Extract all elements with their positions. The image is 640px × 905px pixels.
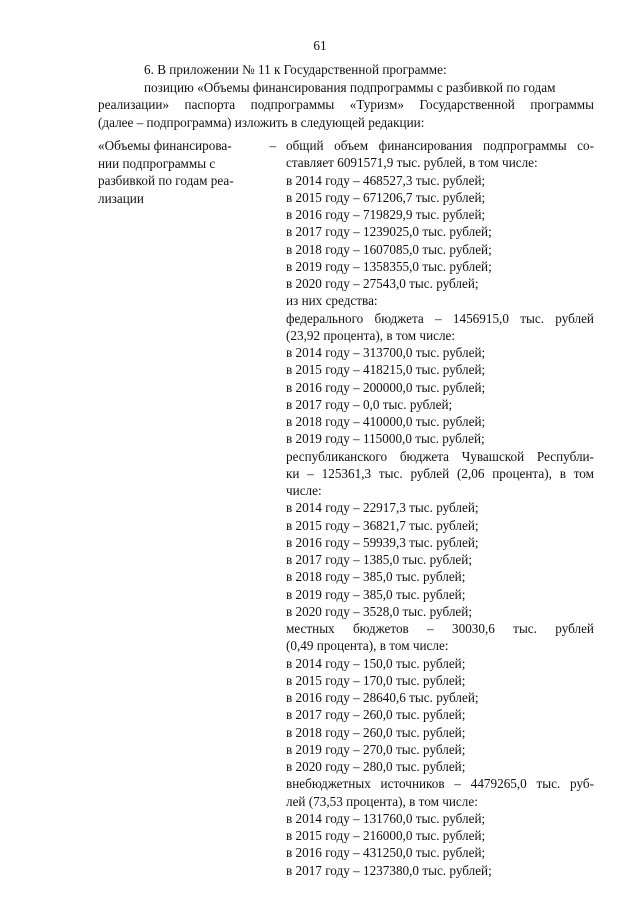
year-line: в 2017 году – 260,0 тыс. рублей; — [286, 707, 466, 723]
intro-line: (далее – подпрограмма) изложить в следующей редакции: — [98, 114, 425, 130]
year-line: в 2017 году – 1237380,0 тыс. рублей; — [286, 862, 492, 878]
year-line: в 2016 году – 200000,0 тыс. рублей; — [286, 379, 486, 395]
year-line: в 2015 году – 418215,0 тыс. рублей; — [286, 362, 486, 378]
year-line: в 2020 году – 27543,0 тыс. рублей; — [286, 276, 479, 291]
text-line: числе: — [286, 483, 322, 498]
intro-line: позицию «Объемы финансирования подпрограммы с разбивкой по годам — [144, 79, 556, 95]
label-text: «Объемы финансирова- — [98, 138, 232, 153]
page-number: 61 — [313, 38, 327, 53]
year-line: в 2016 году – 431250,0 тыс. рублей; — [286, 845, 486, 861]
text-line: внебюджетных источников – 4479265,0 тыс. руб- — [286, 776, 594, 792]
year-line: в 2015 году – 170,0 тыс. рублей; — [286, 672, 466, 688]
year-line: в 2014 году – 468527,3 тыс. рублей; — [286, 172, 486, 188]
year-line: в 2015 году – 216000,0 тыс. рублей; — [286, 828, 486, 843]
text-line: республиканского бюджета Чувашской Республи- — [286, 448, 594, 464]
text-line: федерального бюджета – 1456915,0 тыс. рублей — [286, 310, 594, 326]
financing-details-cell — [286, 137, 594, 879]
year-line: в 2017 году – 1239025,0 тыс. рублей; — [286, 224, 492, 240]
year-line: в 2017 году – 1385,0 тыс. рублей; — [286, 552, 472, 567]
label-line — [98, 137, 276, 155]
text-line: из них средства: — [286, 293, 378, 309]
text-line: общий объем финансирования подпрограммы со- — [286, 138, 594, 153]
year-line: в 2014 году – 22917,3 тыс. рублей; — [286, 500, 479, 516]
year-line: в 2014 году – 131760,0 тыс. рублей; — [286, 810, 486, 826]
year-line: в 2018 году – 260,0 тыс. рублей; — [286, 724, 466, 740]
label-dash: – — [269, 138, 276, 153]
label-line: нии подпрограммы с — [98, 155, 216, 171]
year-line: в 2015 году – 36821,7 тыс. рублей; — [286, 517, 479, 533]
year-line: в 2018 году – 385,0 тыс. рублей; — [286, 569, 466, 585]
year-line: в 2017 году – 0,0 тыс. рублей; — [286, 396, 453, 412]
year-line: в 2018 году – 410000,0 тыс. рублей; — [286, 414, 486, 429]
text-line: (0,49 процента), в том числе: — [286, 638, 449, 654]
label-line: разбивкой по годам реа- — [98, 173, 234, 189]
intro-paragraph — [98, 61, 594, 131]
text-line: ставляет 6091571,9 тыс. рублей, в том числе: — [286, 155, 538, 171]
year-line: в 2016 году – 719829,9 тыс. рублей; — [286, 207, 486, 222]
year-line: в 2020 году – 3528,0 тыс. рублей; — [286, 603, 472, 619]
year-line: в 2020 году – 280,0 тыс. рублей; — [286, 759, 466, 774]
text-line: (23,92 процента), в том числе: — [286, 327, 456, 343]
intro-line: 6. В приложении № 11 к Государственной программе: — [144, 62, 447, 77]
year-line: в 2019 году – 385,0 тыс. рублей; — [286, 586, 466, 602]
year-line: в 2019 году – 1358355,0 тыс. рублей; — [286, 258, 492, 274]
intro-line: реализации» паспорта подпрограммы «Туризм» Государственной программы — [98, 97, 594, 113]
text-line: ки – 125361,3 тыс. рублей (2,06 процента), в том — [286, 465, 594, 481]
year-line: в 2016 году – 59939,3 тыс. рублей; — [286, 534, 479, 550]
year-line: в 2018 году – 1607085,0 тыс. рублей; — [286, 241, 492, 257]
label-line: лизации — [98, 190, 144, 206]
text-line: лей (73,53 процента), в том числе: — [286, 793, 478, 809]
year-line: в 2015 году – 671206,7 тыс. рублей; — [286, 189, 486, 205]
position-label-cell — [98, 137, 276, 207]
year-line: в 2019 году – 270,0 тыс. рублей; — [286, 741, 466, 757]
year-line: в 2019 году – 115000,0 тыс. рублей; — [286, 431, 485, 447]
year-line: в 2014 году – 313700,0 тыс. рублей; — [286, 345, 486, 360]
text-line: местных бюджетов – 30030,6 тыс. рублей — [286, 621, 594, 636]
year-line: в 2014 году – 150,0 тыс. рублей; — [286, 655, 466, 671]
year-line: в 2016 году – 28640,6 тыс. рублей; — [286, 690, 479, 705]
